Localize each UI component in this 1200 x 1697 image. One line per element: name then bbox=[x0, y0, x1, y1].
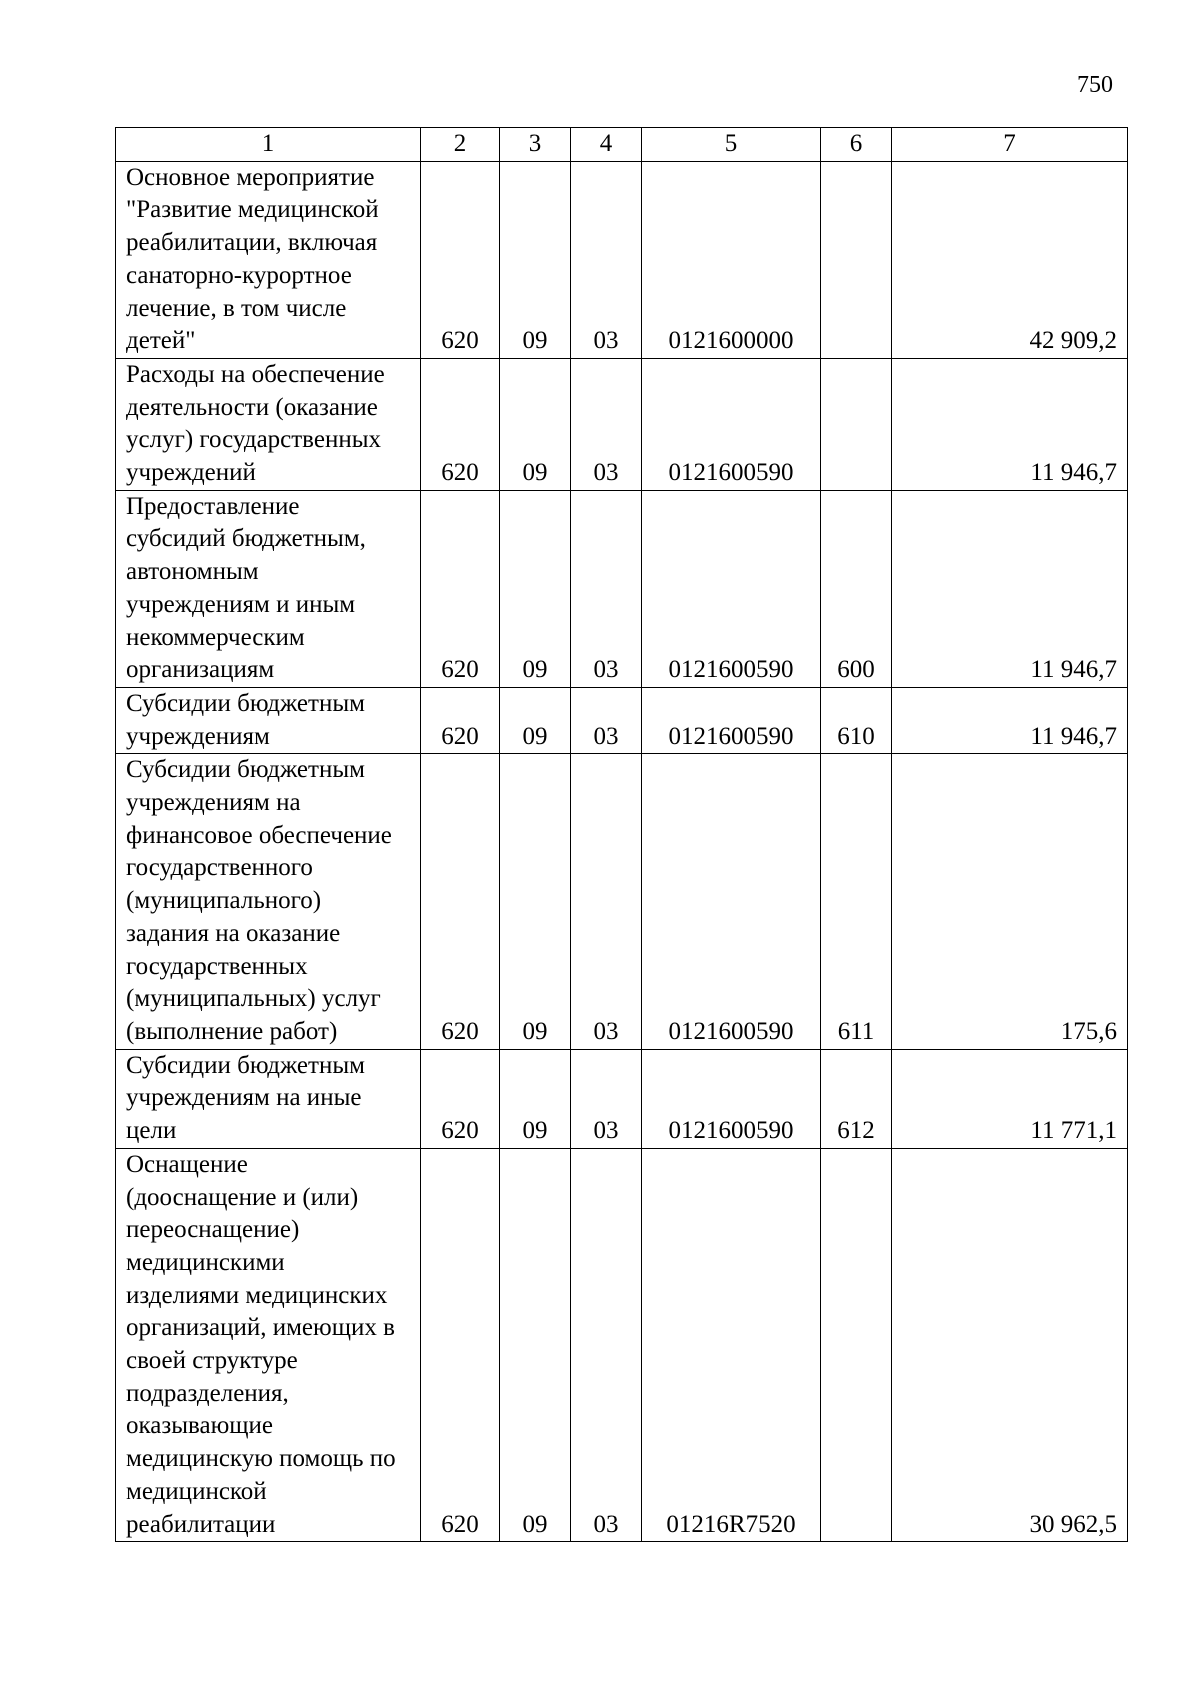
ministry-code-cell: 620 bbox=[421, 754, 500, 1049]
ministry-code-cell: 620 bbox=[421, 161, 500, 358]
table-row bbox=[116, 490, 1128, 687]
table-row bbox=[116, 161, 1128, 358]
section-code-cell: 09 bbox=[500, 161, 571, 358]
page-number: 750 bbox=[1077, 72, 1113, 98]
header-cell: 2 bbox=[421, 128, 500, 162]
amount-cell: 175,6 bbox=[892, 754, 1128, 1049]
subsection-code-cell: 03 bbox=[571, 754, 642, 1049]
header-cell: 3 bbox=[500, 128, 571, 162]
section-code-cell: 09 bbox=[500, 358, 571, 490]
subsection-code-cell: 03 bbox=[571, 687, 642, 753]
table-row bbox=[116, 754, 1128, 1049]
table-row bbox=[116, 1148, 1128, 1541]
subsection-code-cell: 03 bbox=[571, 1049, 642, 1148]
amount-cell: 42 909,2 bbox=[892, 161, 1128, 358]
item-name-cell: Оснащение (дооснащение и (или) переоснащение) медицинскими изделиями медицинских организаций, имеющих в своей структуре подразделения, оказывающие медицинскую помощь по медицинской реабилитации bbox=[116, 1148, 421, 1541]
target-article-cell: 0121600590 bbox=[642, 754, 821, 1049]
section-code-cell: 09 bbox=[500, 490, 571, 687]
item-name-cell: Субсидии бюджетным учреждениям bbox=[116, 687, 421, 753]
section-code-cell: 09 bbox=[500, 754, 571, 1049]
target-article-cell: 0121600590 bbox=[642, 687, 821, 753]
target-article-cell: 0121600590 bbox=[642, 358, 821, 490]
section-code-cell: 09 bbox=[500, 1049, 571, 1148]
expense-type-cell: 612 bbox=[821, 1049, 892, 1148]
table-row bbox=[116, 1049, 1128, 1148]
budget-table bbox=[115, 127, 1128, 1542]
header-row bbox=[116, 128, 1128, 162]
header-cell: 1 bbox=[116, 128, 421, 162]
target-article-cell: 01216R7520 bbox=[642, 1148, 821, 1541]
expense-type-cell: 610 bbox=[821, 687, 892, 753]
amount-cell: 11 946,7 bbox=[892, 687, 1128, 753]
expense-type-cell: 611 bbox=[821, 754, 892, 1049]
target-article-cell: 0121600590 bbox=[642, 490, 821, 687]
subsection-code-cell: 03 bbox=[571, 358, 642, 490]
expense-type-cell bbox=[821, 358, 892, 490]
item-name-cell: Предоставление субсидий бюджетным, автономным учреждениям и иным некоммерческим организациям bbox=[116, 490, 421, 687]
target-article-cell: 0121600590 bbox=[642, 1049, 821, 1148]
amount-cell: 11 771,1 bbox=[892, 1049, 1128, 1148]
expense-type-cell bbox=[821, 161, 892, 358]
header-cell: 4 bbox=[571, 128, 642, 162]
header-cell: 5 bbox=[642, 128, 821, 162]
subsection-code-cell: 03 bbox=[571, 1148, 642, 1541]
ministry-code-cell: 620 bbox=[421, 687, 500, 753]
ministry-code-cell: 620 bbox=[421, 1148, 500, 1541]
section-code-cell: 09 bbox=[500, 1148, 571, 1541]
ministry-code-cell: 620 bbox=[421, 490, 500, 687]
table-row bbox=[116, 358, 1128, 490]
subsection-code-cell: 03 bbox=[571, 490, 642, 687]
item-name-cell: Расходы на обеспечение деятельности (оказание услуг) государственных учреждений bbox=[116, 358, 421, 490]
amount-cell: 30 962,5 bbox=[892, 1148, 1128, 1541]
table-row bbox=[116, 687, 1128, 753]
expense-type-cell bbox=[821, 1148, 892, 1541]
header-cell: 7 bbox=[892, 128, 1128, 162]
amount-cell: 11 946,7 bbox=[892, 490, 1128, 687]
header-cell: 6 bbox=[821, 128, 892, 162]
item-name-cell: Субсидии бюджетным учреждениям на иные цели bbox=[116, 1049, 421, 1148]
item-name-cell: Субсидии бюджетным учреждениям на финансовое обеспечение государственного (муниципального) задания на оказание государственных (муниципальных) услуг (выполнение работ) bbox=[116, 754, 421, 1049]
section-code-cell: 09 bbox=[500, 687, 571, 753]
target-article-cell: 0121600000 bbox=[642, 161, 821, 358]
subsection-code-cell: 03 bbox=[571, 161, 642, 358]
ministry-code-cell: 620 bbox=[421, 358, 500, 490]
expense-type-cell: 600 bbox=[821, 490, 892, 687]
ministry-code-cell: 620 bbox=[421, 1049, 500, 1148]
amount-cell: 11 946,7 bbox=[892, 358, 1128, 490]
item-name-cell: Основное мероприятие "Развитие медицинской реабилитации, включая санаторно-курортное лечение, в том числе детей" bbox=[116, 161, 421, 358]
